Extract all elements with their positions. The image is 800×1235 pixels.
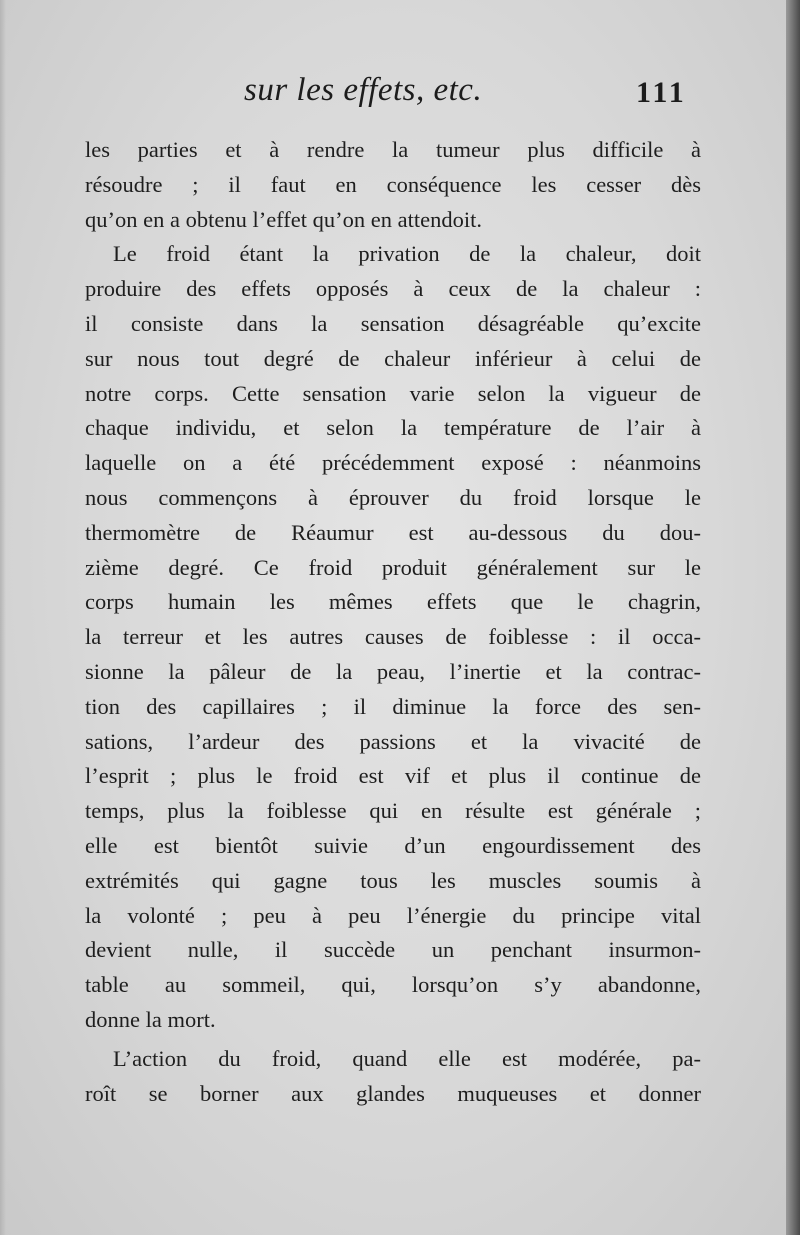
- paragraph-2: [85, 237, 701, 1037]
- text-line: extrémités qui gagne tous les muscles soumis à: [85, 867, 701, 893]
- text-line: laquelle on a été précédemment exposé : néanmoins: [85, 450, 701, 476]
- text-line: Le froid étant la privation de la chaleur, doit: [113, 241, 701, 267]
- text-line: table au sommeil, qui, lorsqu’on s’y abandonne,: [85, 972, 701, 998]
- page-header: [0, 72, 800, 120]
- text-line: sur nous tout degré de chaleur inférieur à celui de: [85, 345, 701, 371]
- running-title: sur les effets, etc.: [244, 72, 483, 108]
- text-line: roît se borner aux glandes muqueuses et donner: [85, 1080, 701, 1106]
- text-line: la terreur et les autres causes de foiblesse : il occa-: [85, 624, 701, 650]
- text-line: temps, plus la foiblesse qui en résulte est générale ;: [85, 798, 701, 824]
- paragraph-1: [85, 133, 701, 237]
- text-line: corps humain les mêmes effets que le chagrin,: [85, 589, 701, 615]
- text-line: résoudre ; il faut en conséquence les cesser dès: [85, 171, 701, 197]
- text-line: devient nulle, il succède un penchant insurmon-: [85, 937, 701, 963]
- text-line: sionne la pâleur de la peau, l’inertie et la contrac-: [85, 658, 701, 684]
- text-line: l’esprit ; plus le froid est vif et plus il continue de: [85, 763, 701, 789]
- text-line: la volonté ; peu à peu l’énergie du principe vital: [85, 902, 701, 928]
- text-line: les parties et à rendre la tumeur plus difficile à: [85, 137, 701, 162]
- page-left-edge: [0, 0, 6, 1235]
- text-line: L’action du froid, quand elle est modérée, pa-: [113, 1045, 701, 1071]
- text-line: chaque individu, et selon la température de l’air à: [85, 415, 701, 441]
- text-line: il consiste dans la sensation désagréable qu’excite: [85, 310, 701, 336]
- text-line: thermomètre de Réaumur est au-dessous du dou-: [85, 519, 701, 545]
- page-binding-shadow: [786, 0, 800, 1235]
- text-line: qu’on en a obtenu l’effet qu’on en attendoit.: [85, 206, 482, 232]
- body-text: [85, 133, 701, 1111]
- page-number: 111: [636, 76, 687, 109]
- text-line: notre corps. Cette sensation varie selon la vigueur de: [85, 380, 701, 406]
- text-line: produire des effets opposés à ceux de la chaleur :: [85, 276, 701, 302]
- text-line: elle est bientôt suivie d’un engourdissement des: [85, 832, 701, 858]
- text-line: nous commençons à éprouver du froid lorsque le: [85, 484, 701, 510]
- text-line: donne la mort.: [85, 1006, 216, 1032]
- text-line: zième degré. Ce froid produit généralement sur le: [85, 554, 701, 580]
- text-line: sations, l’ardeur des passions et la vivacité de: [85, 728, 701, 754]
- paragraph-3: [85, 1042, 701, 1112]
- text-line: tion des capillaires ; il diminue la force des sen-: [85, 693, 701, 719]
